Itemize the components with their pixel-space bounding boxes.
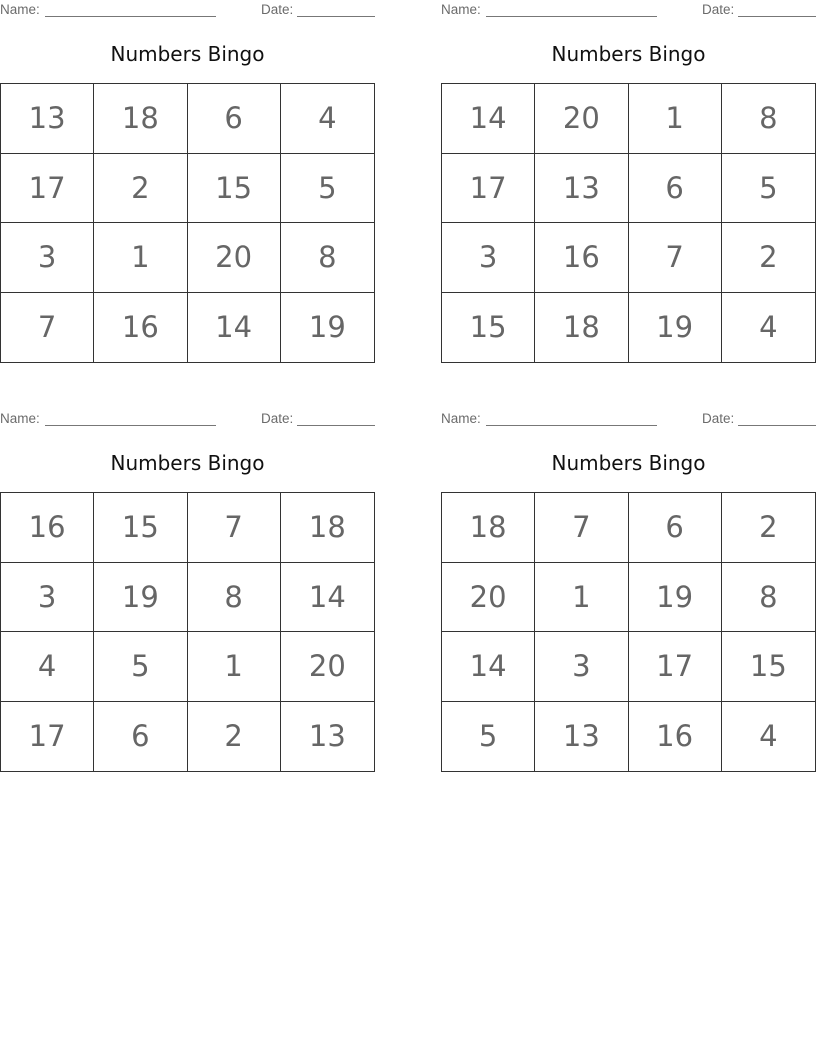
- bingo-cell[interactable]: 8: [188, 563, 281, 633]
- bingo-cell[interactable]: 4: [759, 310, 778, 345]
- date-field-line[interactable]: [297, 16, 375, 17]
- card-title: Numbers Bingo: [551, 42, 706, 66]
- bingo-cell[interactable]: 7: [535, 493, 628, 563]
- date-field-line[interactable]: [297, 425, 375, 426]
- bingo-cell[interactable]: 1: [629, 84, 722, 154]
- bingo-cell[interactable]: 15: [94, 493, 187, 563]
- bingo-cell[interactable]: 7: [629, 223, 722, 293]
- bingo-grid: [441, 492, 816, 772]
- bingo-cell[interactable]: 5: [94, 632, 187, 702]
- date-label: Date:: [261, 411, 294, 426]
- bingo-cell[interactable]: 18: [535, 293, 628, 363]
- bingo-cell[interactable]: 5: [722, 154, 815, 224]
- bingo-cell[interactable]: 1: [94, 223, 187, 293]
- name-field-line[interactable]: [45, 425, 216, 426]
- date-label: Date:: [702, 411, 735, 426]
- bingo-cell[interactable]: 1: [188, 632, 281, 702]
- bingo-cell[interactable]: 19: [308, 310, 346, 345]
- name-label: Name:: [441, 2, 481, 17]
- bingo-cell[interactable]: 20: [281, 632, 374, 702]
- bingo-cell[interactable]: 4: [281, 84, 374, 154]
- bingo-cell[interactable]: 5: [442, 702, 535, 772]
- name-field-line[interactable]: [45, 16, 216, 17]
- bingo-cell[interactable]: 20: [535, 84, 628, 154]
- bingo-cell[interactable]: 8: [722, 84, 815, 154]
- bingo-cell[interactable]: 13: [535, 154, 628, 224]
- name-label: Name:: [441, 411, 481, 426]
- bingo-cell[interactable]: 6: [629, 493, 722, 563]
- bingo-cell[interactable]: 17: [1, 154, 94, 224]
- bingo-cell[interactable]: 6: [188, 84, 281, 154]
- bingo-cell[interactable]: 8: [722, 563, 815, 633]
- name-field-line[interactable]: [486, 16, 657, 17]
- bingo-cell[interactable]: 17: [1, 702, 94, 772]
- info-row: [0, 2, 375, 20]
- bingo-cell[interactable]: 20: [188, 223, 281, 293]
- bingo-cell[interactable]: 3: [442, 223, 535, 293]
- bingo-cell[interactable]: 16: [94, 293, 187, 363]
- bingo-cell[interactable]: 13: [535, 702, 628, 772]
- bingo-cell[interactable]: 15: [722, 632, 815, 702]
- bingo-cell[interactable]: 4: [759, 719, 778, 754]
- bingo-card-1: [0, 0, 375, 345]
- bingo-cell[interactable]: 17: [629, 632, 722, 702]
- bingo-cell[interactable]: 19: [629, 293, 722, 363]
- bingo-cell[interactable]: 2: [722, 223, 815, 293]
- bingo-cell[interactable]: 1: [535, 563, 628, 633]
- bingo-cell[interactable]: 13: [308, 719, 346, 754]
- date-label: Date:: [261, 2, 294, 17]
- date-field-line[interactable]: [738, 425, 816, 426]
- bingo-card-4: [441, 409, 816, 754]
- bingo-cell[interactable]: 16: [629, 702, 722, 772]
- name-field-line[interactable]: [486, 425, 657, 426]
- bingo-cell[interactable]: 14: [442, 632, 535, 702]
- bingo-cell[interactable]: 18: [281, 493, 374, 563]
- bingo-cell[interactable]: 15: [188, 154, 281, 224]
- bingo-cell[interactable]: 2: [188, 702, 281, 772]
- name-label: Name:: [0, 411, 40, 426]
- bingo-cell[interactable]: 3: [1, 563, 94, 633]
- bingo-card-2: [441, 0, 816, 345]
- bingo-cell[interactable]: 7: [188, 493, 281, 563]
- card-title: Numbers Bingo: [551, 451, 706, 475]
- bingo-cell[interactable]: 15: [442, 293, 535, 363]
- bingo-card-3: [0, 409, 375, 754]
- bingo-cell[interactable]: 18: [442, 493, 535, 563]
- bingo-grid: [441, 83, 816, 363]
- bingo-cell[interactable]: 20: [442, 563, 535, 633]
- bingo-cell[interactable]: 18: [94, 84, 187, 154]
- name-label: Name:: [0, 2, 40, 17]
- bingo-cell[interactable]: 14: [188, 293, 281, 363]
- bingo-cell[interactable]: 7: [1, 293, 94, 363]
- bingo-cell[interactable]: 8: [281, 223, 374, 293]
- info-row: [0, 411, 375, 429]
- bingo-cell[interactable]: 17: [442, 154, 535, 224]
- bingo-grid: [0, 83, 375, 363]
- bingo-cell[interactable]: 5: [281, 154, 374, 224]
- info-row: [441, 2, 816, 20]
- bingo-cell[interactable]: 3: [535, 632, 628, 702]
- bingo-cell[interactable]: 6: [629, 154, 722, 224]
- bingo-cell[interactable]: 6: [94, 702, 187, 772]
- bingo-cell[interactable]: 19: [94, 563, 187, 633]
- bingo-cell[interactable]: 14: [281, 563, 374, 633]
- bingo-cell[interactable]: 3: [1, 223, 94, 293]
- info-row: [441, 411, 816, 429]
- bingo-cell[interactable]: 13: [1, 84, 94, 154]
- bingo-cell[interactable]: 2: [94, 154, 187, 224]
- bingo-cell[interactable]: 2: [722, 493, 815, 563]
- bingo-cell[interactable]: 14: [442, 84, 535, 154]
- bingo-cell[interactable]: 4: [1, 632, 94, 702]
- bingo-grid: [0, 492, 375, 772]
- bingo-cell[interactable]: 16: [1, 493, 94, 563]
- bingo-cell[interactable]: 16: [535, 223, 628, 293]
- card-title: Numbers Bingo: [110, 451, 265, 475]
- date-label: Date:: [702, 2, 735, 17]
- card-title: Numbers Bingo: [110, 42, 265, 66]
- date-field-line[interactable]: [738, 16, 816, 17]
- bingo-cell[interactable]: 19: [629, 563, 722, 633]
